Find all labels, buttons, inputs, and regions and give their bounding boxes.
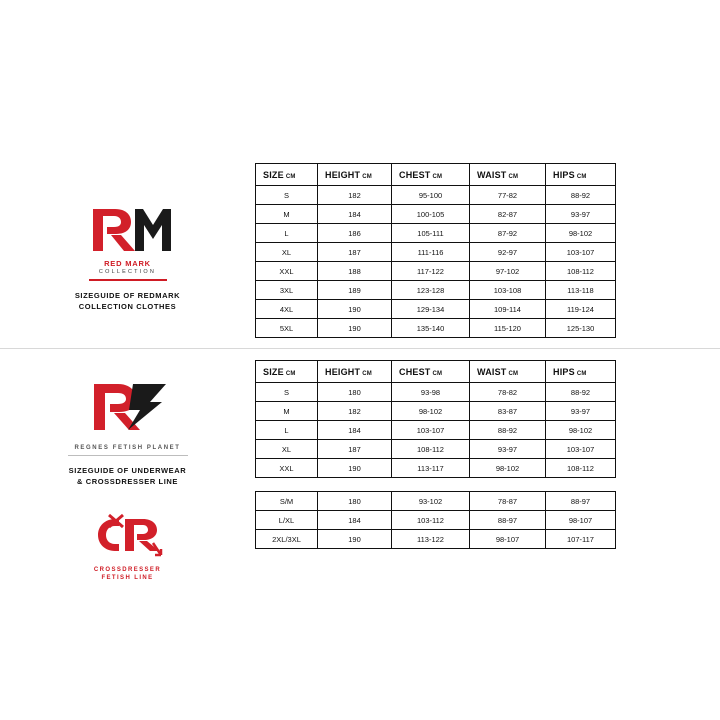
size-table-crossdresser	[255, 491, 616, 549]
cell-waist: 109-114	[470, 300, 546, 319]
rfp-underline	[68, 455, 188, 456]
regnes-fetish-planet-logo	[53, 380, 203, 456]
cell-size: L/XL	[256, 511, 318, 530]
rfp-caption-line1: SIZEGUIDE OF UNDERWEAR	[68, 466, 187, 475]
rm-monogram-icon	[85, 205, 171, 253]
cell-chest: 135-140	[392, 319, 470, 338]
cell-waist: 82-87	[470, 205, 546, 224]
cell-height: 184	[318, 421, 392, 440]
cell-hips: 93-97	[546, 402, 616, 421]
cell-hips: 88-97	[546, 492, 616, 511]
cell-hips: 98-107	[546, 511, 616, 530]
cell-size: 2XL/3XL	[256, 530, 318, 549]
cell-height: 190	[318, 459, 392, 478]
cell-size: L	[256, 421, 318, 440]
rfp-wordmark: REGNES FETISH PLANET	[74, 445, 181, 451]
cell-chest: 111-116	[392, 243, 470, 262]
cell-size: S	[256, 383, 318, 402]
rfp-caption	[69, 465, 187, 487]
cell-height: 186	[318, 224, 392, 243]
cd-wordmark	[58, 566, 198, 582]
cd-monogram-icon	[58, 513, 198, 562]
cell-chest: 103-107	[392, 421, 470, 440]
cell-size: S/M	[256, 492, 318, 511]
table-row	[256, 243, 616, 262]
cell-height: 182	[318, 186, 392, 205]
cell-hips: 107-117	[546, 530, 616, 549]
cell-hips: 108-112	[546, 459, 616, 478]
cell-size: XXL	[256, 262, 318, 281]
cell-hips: 113-118	[546, 281, 616, 300]
cell-waist: 115-120	[470, 319, 546, 338]
cell-size: M	[256, 205, 318, 224]
cell-waist: 98-102	[470, 459, 546, 478]
column-header-height: HEIGHT CM	[318, 164, 392, 186]
cell-hips: 88-92	[546, 186, 616, 205]
cell-height: 188	[318, 262, 392, 281]
cell-height: 180	[318, 492, 392, 511]
cell-hips: 103-107	[546, 243, 616, 262]
cell-chest: 100-105	[392, 205, 470, 224]
cell-size: 3XL	[256, 281, 318, 300]
column-header-size: SIZE CM	[256, 164, 318, 186]
cell-height: 184	[318, 205, 392, 224]
rfp-table-column	[255, 360, 615, 549]
cell-waist: 77-82	[470, 186, 546, 205]
table-row	[256, 281, 616, 300]
cell-height: 180	[318, 383, 392, 402]
cell-chest: 105-111	[392, 224, 470, 243]
cell-size: L	[256, 224, 318, 243]
cell-height: 184	[318, 511, 392, 530]
cell-chest: 98-102	[392, 402, 470, 421]
table-row	[256, 459, 616, 478]
cell-size: 4XL	[256, 300, 318, 319]
cd-wordmark-line2: FETISH LINE	[101, 575, 154, 581]
cell-chest: 129-134	[392, 300, 470, 319]
cell-chest: 103-112	[392, 511, 470, 530]
cell-chest: 113-122	[392, 530, 470, 549]
section-divider	[0, 348, 720, 349]
cell-hips: 98-102	[546, 224, 616, 243]
table-spacer	[255, 478, 615, 491]
cell-waist: 88-92	[470, 421, 546, 440]
red-mark-collection-logo	[83, 205, 173, 281]
cell-waist: 103-108	[470, 281, 546, 300]
cell-hips: 88-92	[546, 383, 616, 402]
cell-size: 5XL	[256, 319, 318, 338]
cell-hips: 98-102	[546, 421, 616, 440]
table-row	[256, 383, 616, 402]
cell-waist: 78-82	[470, 383, 546, 402]
cell-waist: 87-92	[470, 224, 546, 243]
table-row	[256, 319, 616, 338]
cell-chest: 117-122	[392, 262, 470, 281]
table-row	[256, 511, 616, 530]
cell-size: XL	[256, 243, 318, 262]
cell-waist: 88-97	[470, 511, 546, 530]
cell-hips: 125-130	[546, 319, 616, 338]
cell-height: 182	[318, 402, 392, 421]
cell-height: 190	[318, 300, 392, 319]
redmark-brand-column	[0, 163, 255, 312]
cell-hips: 93-97	[546, 205, 616, 224]
cell-hips: 119-124	[546, 300, 616, 319]
cell-height: 187	[318, 440, 392, 459]
cell-height: 187	[318, 243, 392, 262]
cell-hips: 103-107	[546, 440, 616, 459]
cell-chest: 93-98	[392, 383, 470, 402]
table-row	[256, 402, 616, 421]
cell-size: M	[256, 402, 318, 421]
cell-chest: 113-117	[392, 459, 470, 478]
redmark-caption	[75, 290, 180, 312]
column-header-height: HEIGHT CM	[318, 361, 392, 383]
rfp-caption-line2: & CROSSDRESSER LINE	[77, 477, 178, 486]
rp-monogram-icon	[53, 380, 203, 437]
column-header-chest: CHEST CM	[392, 164, 470, 186]
crossdresser-fetish-line-logo	[58, 513, 198, 582]
column-header-waist: WAIST CM	[470, 164, 546, 186]
table-row	[256, 440, 616, 459]
cell-waist: 78-87	[470, 492, 546, 511]
column-header-waist: WAIST CM	[470, 361, 546, 383]
cell-chest: 95-100	[392, 186, 470, 205]
cell-size: S	[256, 186, 318, 205]
table-header-row	[256, 361, 616, 383]
redmark-caption-line2: COLLECTION CLOTHES	[78, 302, 177, 311]
section-redmark	[0, 163, 720, 338]
table-row	[256, 186, 616, 205]
cell-chest: 108-112	[392, 440, 470, 459]
cell-height: 190	[318, 319, 392, 338]
column-header-chest: CHEST CM	[392, 361, 470, 383]
cell-waist: 97-102	[470, 262, 546, 281]
rfp-brand-column	[0, 360, 255, 582]
cell-size: XL	[256, 440, 318, 459]
table-row	[256, 224, 616, 243]
table-row	[256, 421, 616, 440]
redmark-caption-line1: SIZEGUIDE OF REDMARK	[74, 291, 181, 300]
section-regnes-fetish-planet	[0, 360, 720, 582]
cell-waist: 83-87	[470, 402, 546, 421]
size-table-underwear	[255, 360, 616, 478]
redmark-wordmark: RED MARK	[104, 259, 151, 268]
column-header-hips: HIPS CM	[546, 164, 616, 186]
size-table-redmark	[255, 163, 616, 338]
redmark-subline: COLLECTION	[98, 269, 157, 275]
table-row	[256, 205, 616, 224]
table-row	[256, 492, 616, 511]
redmark-table-column	[255, 163, 615, 338]
cell-waist: 98-107	[470, 530, 546, 549]
cell-height: 189	[318, 281, 392, 300]
cd-wordmark-line1: CROSSDRESSER	[93, 567, 162, 573]
cell-size: XXL	[256, 459, 318, 478]
cell-hips: 108-112	[546, 262, 616, 281]
cell-chest: 93-102	[392, 492, 470, 511]
column-header-hips: HIPS CM	[546, 361, 616, 383]
table-header-row	[256, 164, 616, 186]
table-row	[256, 300, 616, 319]
table-row	[256, 530, 616, 549]
redmark-underline	[89, 279, 167, 281]
cell-waist: 93-97	[470, 440, 546, 459]
cell-chest: 123-128	[392, 281, 470, 300]
cell-waist: 92-97	[470, 243, 546, 262]
cell-height: 190	[318, 530, 392, 549]
table-row	[256, 262, 616, 281]
column-header-size: SIZE CM	[256, 361, 318, 383]
